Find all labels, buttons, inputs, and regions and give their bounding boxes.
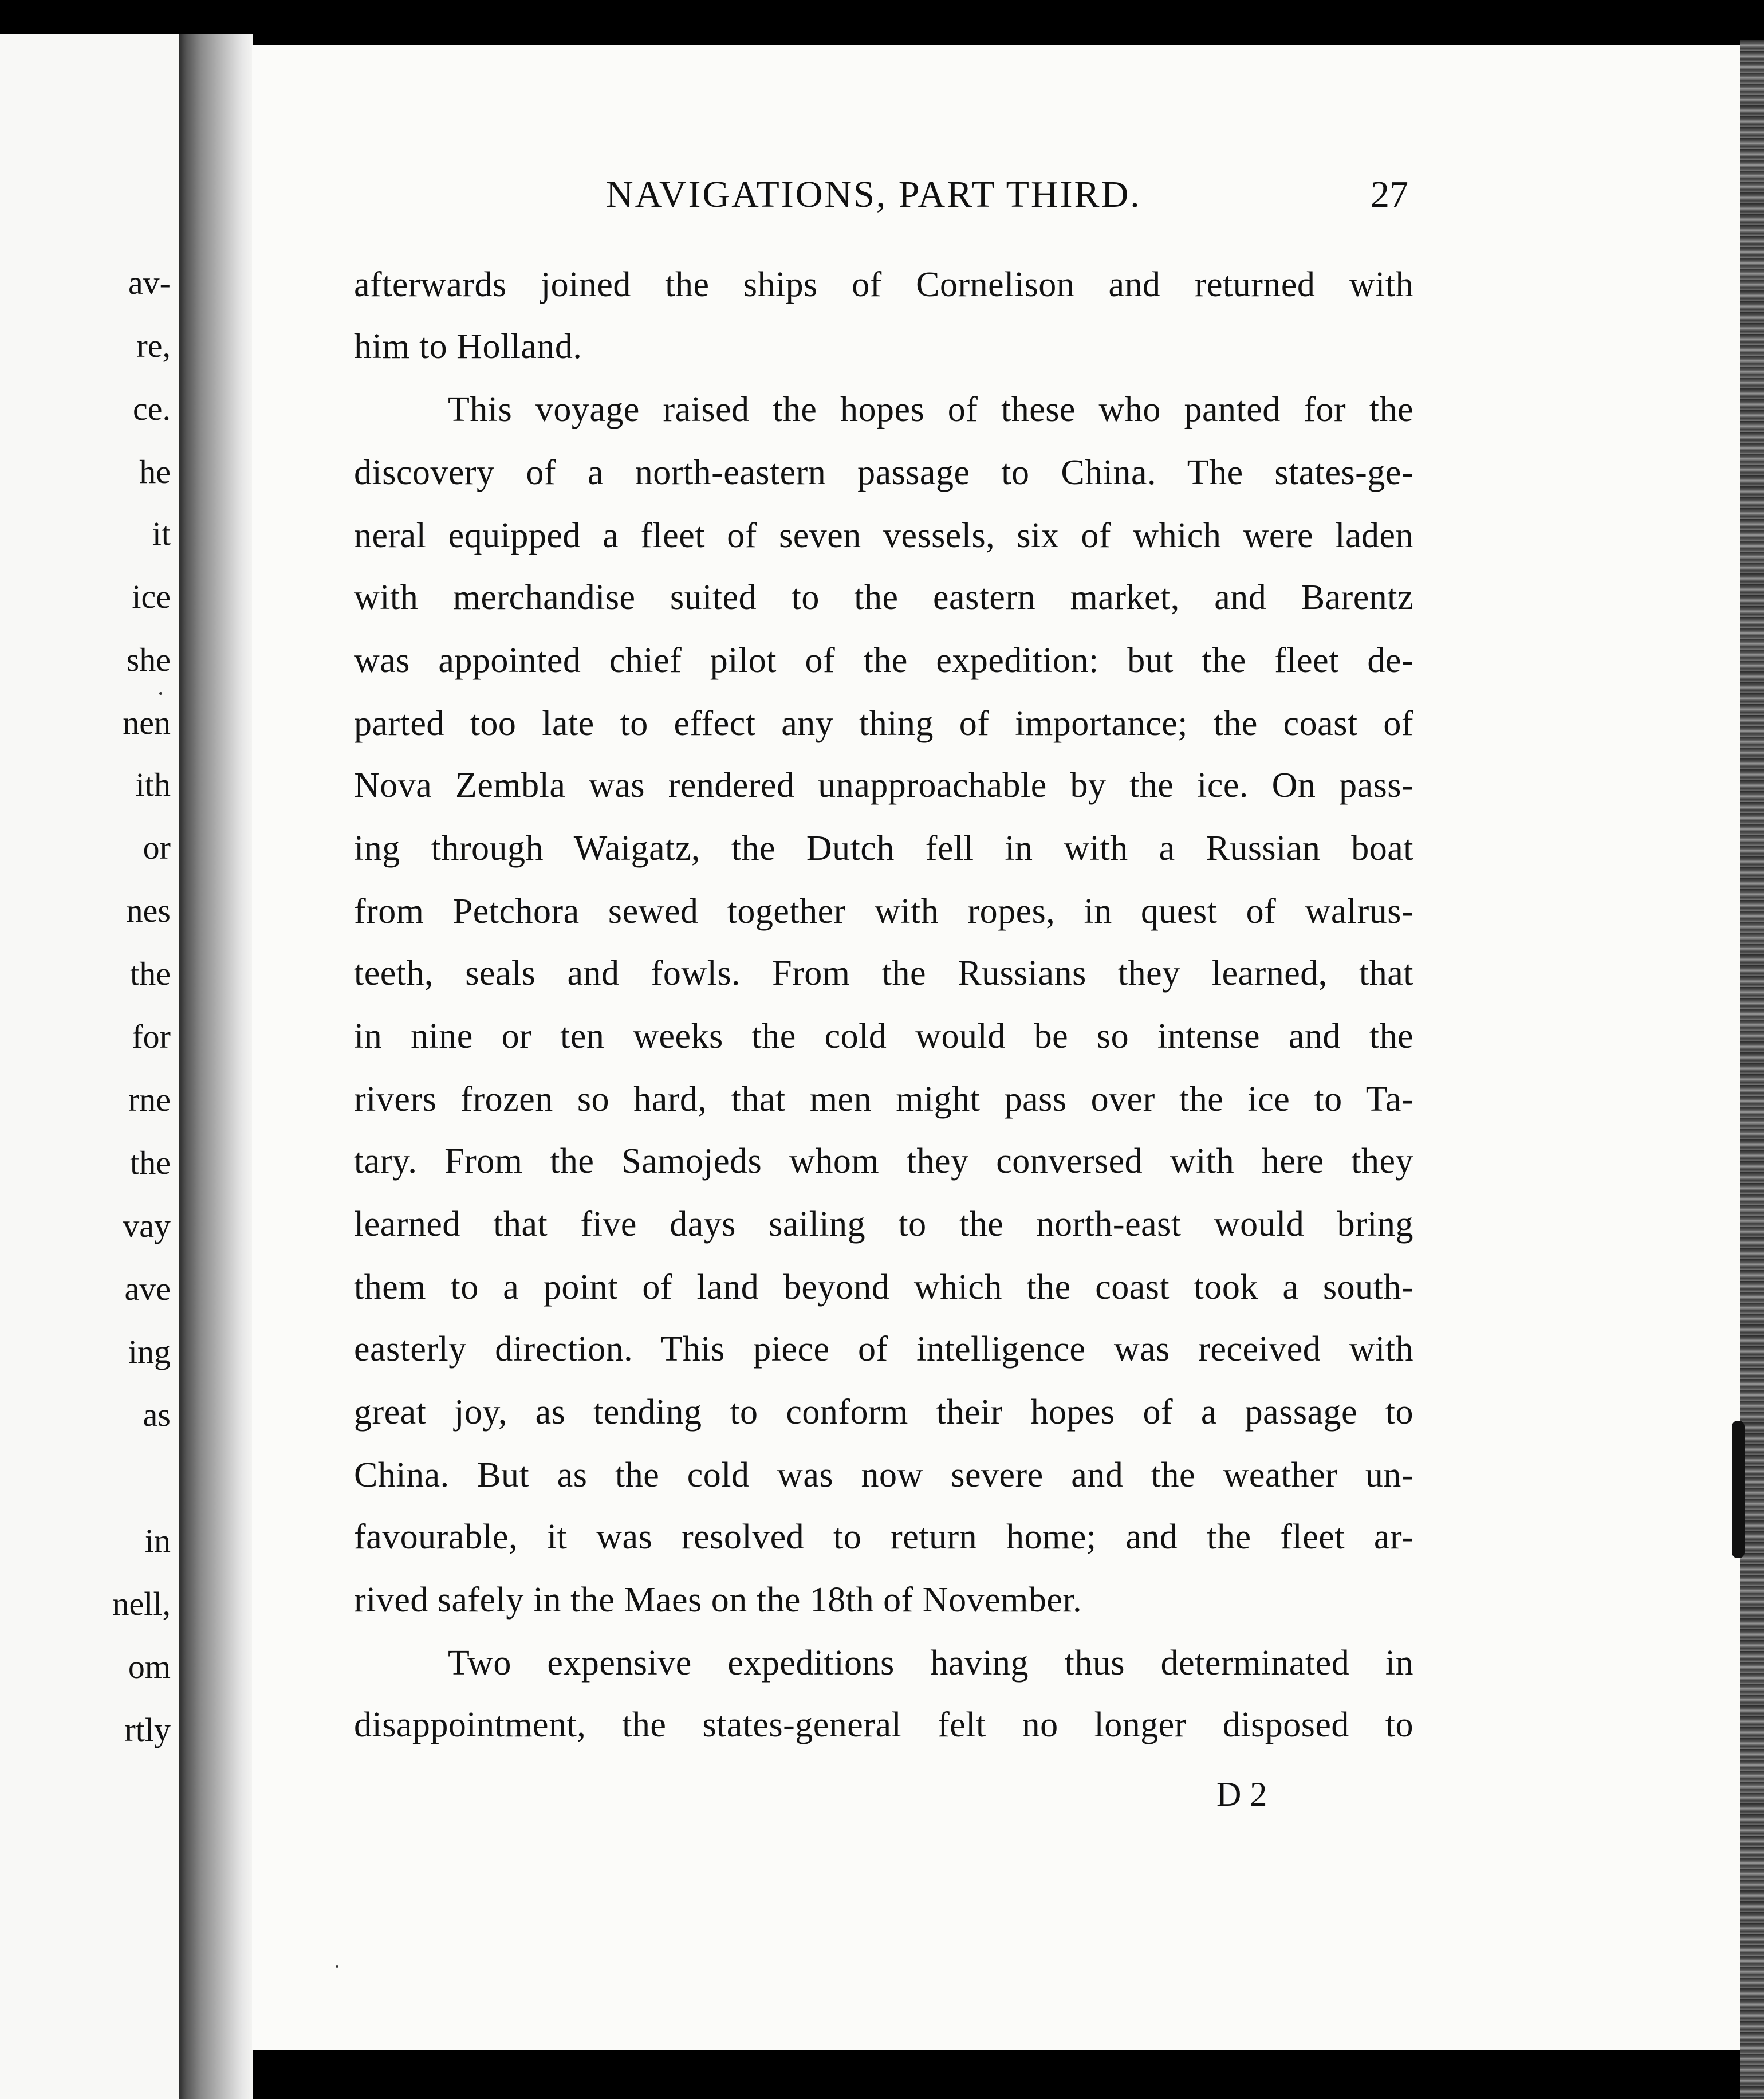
text-line: teeth, seals and fowls. From the Russians they learned, that	[354, 954, 1413, 993]
left-page-fragment: ing	[128, 1333, 171, 1370]
right-edge-clip	[1732, 1421, 1745, 1558]
left-page-fragment: av-	[128, 264, 171, 301]
text-line: ing through Waigatz, the Dutch fell in with a Russian boat	[354, 829, 1413, 868]
text-line: in nine or ten weeks the cold would be so intense and the	[354, 1017, 1413, 1056]
text-line: rived safely in the Maes on the 18th of November.	[354, 1581, 1082, 1620]
left-page-fragment: nes	[126, 892, 171, 929]
text-line: him to Holland.	[354, 327, 582, 366]
paragraph-first-line: Two expensive expeditions having thus determinated in	[448, 1644, 1413, 1683]
text-line: learned that five days sailing to the north-east would bring	[354, 1205, 1413, 1244]
left-page-fragment: for	[132, 1018, 171, 1055]
text-line: parted too late to effect any thing of importance; the coast of	[354, 704, 1413, 743]
left-page-fragment: ave	[124, 1270, 171, 1307]
text-line: rivers frozen so hard, that men might pass over the ice to Ta-	[354, 1080, 1413, 1119]
left-page-fragment: vay	[123, 1207, 171, 1244]
text-line: them to a point of land beyond which the coast took a south-	[354, 1268, 1413, 1307]
text-line: was appointed chief pilot of the expedition: but the fleet de-	[354, 641, 1413, 680]
left-page-fragment: as	[143, 1396, 171, 1433]
right-page-edge	[1740, 40, 1764, 2099]
paper-speck	[336, 1965, 338, 1968]
left-page-fragment: it	[152, 515, 171, 552]
signature-mark: D 2	[1216, 1775, 1267, 1813]
left-page-fragment: ce.	[133, 390, 171, 427]
left-page-fragment: rtly	[124, 1711, 171, 1748]
running-head: NAVIGATIONS, PART THIRD.	[606, 174, 1141, 215]
left-page-fragment: or	[143, 829, 171, 866]
text-line: from Petchora sewed together with ropes, in quest of walrus-	[354, 892, 1413, 931]
left-page-fragment: nen	[123, 704, 171, 741]
left-page-fragment: rne	[128, 1081, 171, 1118]
text-line: discovery of a north-eastern passage to China. The states-ge-	[354, 453, 1413, 492]
page-number: 27	[1371, 174, 1408, 215]
text-line: afterwards joined the ships of Cornelison and returned with	[354, 265, 1413, 304]
text-line: Nova Zembla was rendered unapproachable by the ice. On pass-	[354, 766, 1413, 805]
text-line: easterly direction. This piece of intelligence was received with	[354, 1330, 1413, 1369]
left-page-fragment: he	[139, 453, 171, 490]
text-line: great joy, as tending to conform their hopes of a passage to	[354, 1393, 1413, 1432]
left-page-fragment: the	[130, 955, 171, 992]
paper-speck	[159, 692, 162, 695]
left-page-fragment: in	[144, 1522, 171, 1559]
text-line: China. But as the cold was now severe and the weather un-	[354, 1456, 1413, 1495]
text-line: favourable, it was resolved to return home; and the fleet ar-	[354, 1518, 1413, 1556]
left-page-fragment: the	[130, 1144, 171, 1181]
text-line: neral equipped a fleet of seven vessels, six of which were laden	[354, 516, 1413, 555]
left-page-fragment: nell,	[112, 1585, 171, 1622]
page-header	[606, 173, 1412, 221]
book-gutter-shadow	[179, 34, 253, 2099]
text-line: disappointment, the states-general felt no longer disposed to	[354, 1705, 1413, 1744]
left-page-fragment: om	[128, 1648, 171, 1685]
text-line: with merchandise suited to the eastern market, and Barentz	[354, 578, 1413, 617]
left-page-fragment: she	[126, 641, 171, 678]
paragraph-first-line: This voyage raised the hopes of these who panted for the	[448, 390, 1413, 429]
left-page-fragment: ith	[135, 766, 171, 803]
text-line: tary. From the Samojeds whom they conversed with here they	[354, 1142, 1413, 1181]
left-page-fragment: re,	[136, 327, 171, 364]
left-facing-page	[0, 34, 179, 2099]
left-page-fragment: ice	[132, 578, 171, 615]
